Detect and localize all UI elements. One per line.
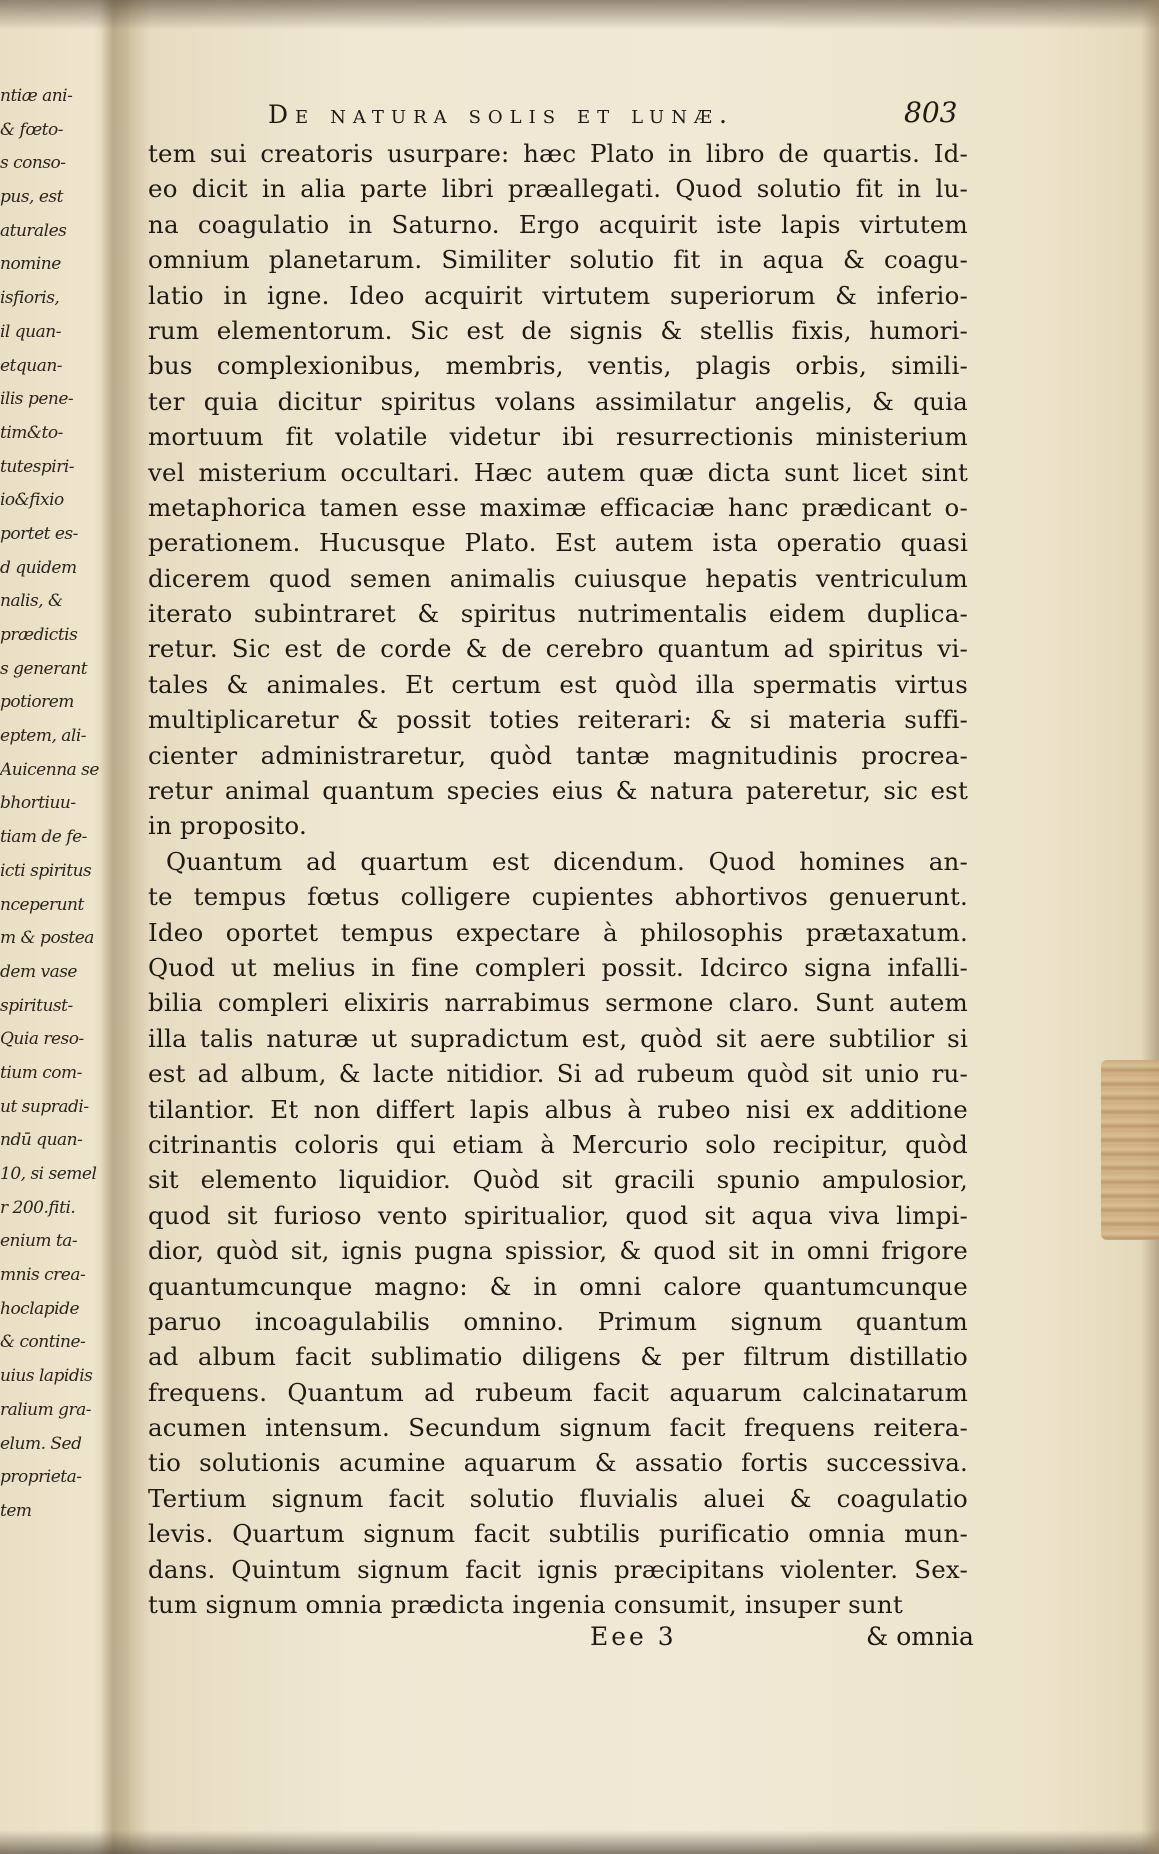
text-line: Quantum ad quartum est dicendum. Quod homines an-: [166, 846, 968, 876]
text-line: multiplicaretur & possit toties reiterari: & si materia suffi-: [148, 705, 968, 735]
facing-fragment-line: d quidem: [0, 557, 77, 578]
facing-fragment-line: uius lapidis: [0, 1366, 93, 1387]
page-footer: [590, 1622, 990, 1662]
text-line: tilantior. Et non differt lapis albus à rubeo nisi ex additione: [148, 1094, 968, 1124]
text-line: tum signum omnia prædicta ingenia consumit, insuper sunt: [148, 1590, 903, 1620]
text-line: iterato subintraret & spiritus nutrimentalis eidem duplica-: [148, 599, 968, 629]
facing-fragment-line: il quan-: [0, 321, 61, 342]
page-number: 803: [904, 96, 958, 129]
facing-fragment-line: portet es-: [0, 523, 78, 544]
text-line: metaphorica tamen esse maximæ efficaciæ hanc prædicant o-: [148, 492, 968, 522]
facing-fragment-line: s conso-: [0, 153, 66, 174]
facing-fragment-line: m & postea: [0, 928, 94, 949]
text-line: vel misterium occultari. Hæc autem quæ dicta sunt licet sint: [148, 457, 968, 487]
text-line: tem sui creatoris usurpare: hæc Plato in libro de quartis. Id-: [148, 139, 968, 168]
text-line: frequens. Quantum ad rubeum facit aquarum calcinatarum: [148, 1377, 968, 1407]
text-line: tales & animales. Et certum est quòd illa spermatis virtus: [148, 669, 968, 699]
facing-fragment-line: pus, est: [0, 187, 63, 208]
facing-fragment-line: ntiæ ani-: [0, 86, 73, 106]
text-line: retur. Sic est de corde & de cerebro quantum ad spiritus vi-: [148, 634, 968, 664]
text-line: latio in igne. Ideo acquirit virtutem superiorum & inferio-: [148, 280, 968, 310]
text-line: eo dicit in alia parte libri præallegati. Quod solutio fit in lu-: [148, 174, 968, 204]
page-header: [268, 96, 968, 136]
running-head: De natura solis et lunæ.: [268, 100, 734, 129]
text-line: illa talis naturæ ut supradictum est, quòd sit aere subtilior si: [148, 1023, 968, 1053]
facing-fragment-line: tutespiri-: [0, 456, 75, 477]
text-line: retur animal quantum species eius & natura pateretur, sic est: [148, 776, 968, 806]
facing-fragment-line: etquan-: [0, 355, 63, 376]
text-line: rum elementorum. Sic est de signis & stellis fixis, humori-: [148, 315, 968, 345]
text-line: omnium planetarum. Similiter solutio fit in aqua & coagu-: [148, 245, 968, 275]
facing-fragment-line: dem vase: [0, 961, 77, 982]
facing-fragment-line: s generant: [0, 658, 88, 679]
facing-fragment-line: enium ta-: [0, 1231, 78, 1252]
facing-fragment-line: bhortiuu-: [0, 793, 76, 814]
text-line: mortuum fit volatile videtur ibi resurrectionis ministerium: [148, 422, 968, 452]
facing-fragment-line: Auicenna se: [0, 759, 99, 780]
facing-fragment-line: ralium gra-: [0, 1399, 91, 1420]
text-line: bus complexionibus, membris, ventis, plagis orbis, simili-: [148, 351, 968, 381]
text-line: Ideo oportet tempus expectare à philosophis prætaxatum.: [148, 917, 968, 947]
catchword: & omnia: [866, 1622, 974, 1651]
body-text: [148, 136, 968, 1622]
page-right-edge: [1141, 0, 1159, 1854]
facing-fragment-line: tiam de fe-: [0, 827, 87, 848]
text-line: perationem. Hucusque Plato. Est autem ista operatio quasi: [148, 528, 968, 558]
facing-fragment-line: ndū quan-: [0, 1130, 83, 1151]
facing-fragment-line: isfioris,: [0, 288, 60, 309]
text-line: quantumcunque magno: & in omni calore quantumcunque: [148, 1271, 968, 1301]
top-edge-shadow: [0, 0, 1159, 30]
facing-fragment-line: tem: [0, 1500, 32, 1521]
text-line: acumen intensum. Secundum signum facit frequens reitera-: [148, 1413, 968, 1443]
facing-fragment-line: Quia reso-: [0, 1029, 84, 1050]
facing-fragment-line: & fœto-: [0, 119, 63, 140]
facing-fragment-line: mnis crea-: [0, 1265, 86, 1286]
text-line: bilia compleri elixiris narrabimus sermone claro. Sunt autem: [148, 988, 968, 1018]
text-line: citrinantis coloris qui etiam à Mercurio solo recipitur, quòd: [148, 1129, 968, 1159]
facing-fragment-line: 10, si semel: [0, 1164, 97, 1184]
text-line: quod sit furioso vento spiritualior, quod sit aqua viva limpi-: [148, 1200, 968, 1230]
facing-fragment-line: & contine-: [0, 1332, 86, 1353]
binding-gutter: [100, 0, 130, 1854]
text-line: ter quia dicitur spiritus volans assimilatur angelis, & quia: [148, 386, 968, 416]
facing-fragment-line: proprieta-: [0, 1467, 82, 1488]
facing-fragment-line: aturales: [0, 220, 67, 241]
text-line: dicerem quod semen animalis cuiusque hepatis ventriculum: [148, 563, 968, 593]
facing-fragment-line: tium com-: [0, 1062, 82, 1083]
facing-fragment-line: spiritust-: [0, 995, 73, 1016]
facing-fragment-line: nceperunt: [0, 894, 84, 915]
text-line: te tempus fœtus colligere cupientes abhortivos genuerunt.: [148, 882, 968, 912]
facing-fragment-line: eptem, ali-: [0, 726, 87, 747]
facing-fragment-line: ut supradi-: [0, 1096, 89, 1117]
text-line: in proposito.: [148, 811, 307, 841]
signature-mark: Eee 3: [590, 1622, 677, 1651]
facing-fragment-line: io&fixio: [0, 490, 64, 511]
facing-page-fragments: [0, 80, 100, 1529]
text-line: na coagulatio in Saturno. Ergo acquirit iste lapis virtutem: [148, 209, 968, 239]
facing-fragment-line: prædictis: [0, 625, 78, 645]
text-line: tio solutionis acumine aquarum & assatio fortis successiva.: [148, 1448, 968, 1478]
bottom-edge-shadow: [0, 1830, 1159, 1854]
facing-fragment-line: tim&to-: [0, 422, 63, 443]
text-line: Tertium signum facit solutio fluvialis aluei & coagulatio: [148, 1483, 968, 1513]
text-line: levis. Quartum signum facit subtilis purificatio omnia mun-: [148, 1519, 968, 1549]
text-line: Quod ut melius in fine compleri possit. Idcirco signa infalli-: [148, 952, 968, 982]
facing-fragment-line: nomine: [0, 254, 61, 275]
facing-fragment-line: ilis pene-: [0, 389, 74, 410]
facing-fragment-line: potiorem: [0, 692, 74, 713]
text-line: paruo incoagulabilis omnino. Primum signum quantum: [148, 1306, 968, 1336]
facing-fragment-line: nalis, &: [0, 591, 63, 612]
facing-fragment-line: hoclapide: [0, 1298, 80, 1319]
text-line: ad album facit sublimatio diligens & per filtrum distillatio: [148, 1342, 968, 1372]
text-line: dior, quòd sit, ignis pugna spissior, & quod sit in omni frigore: [148, 1236, 968, 1266]
facing-fragment-line: r 200.fiti.: [0, 1197, 76, 1218]
text-line: dans. Quintum signum facit ignis præcipitans violenter. Sex-: [148, 1554, 968, 1584]
text-line: sit elemento liquidior. Quòd sit gracili spunio ampulosior,: [148, 1165, 968, 1195]
facing-fragment-line: icti spiritus: [0, 860, 92, 881]
paper-tab: [1101, 1060, 1159, 1240]
text-line: cienter administraretur, quòd tantæ magnitudinis procrea-: [148, 740, 968, 770]
facing-fragment-line: elum. Sed: [0, 1433, 82, 1454]
text-line: est ad album, & lacte nitidior. Si ad rubeum quòd sit unio ru-: [148, 1059, 968, 1089]
